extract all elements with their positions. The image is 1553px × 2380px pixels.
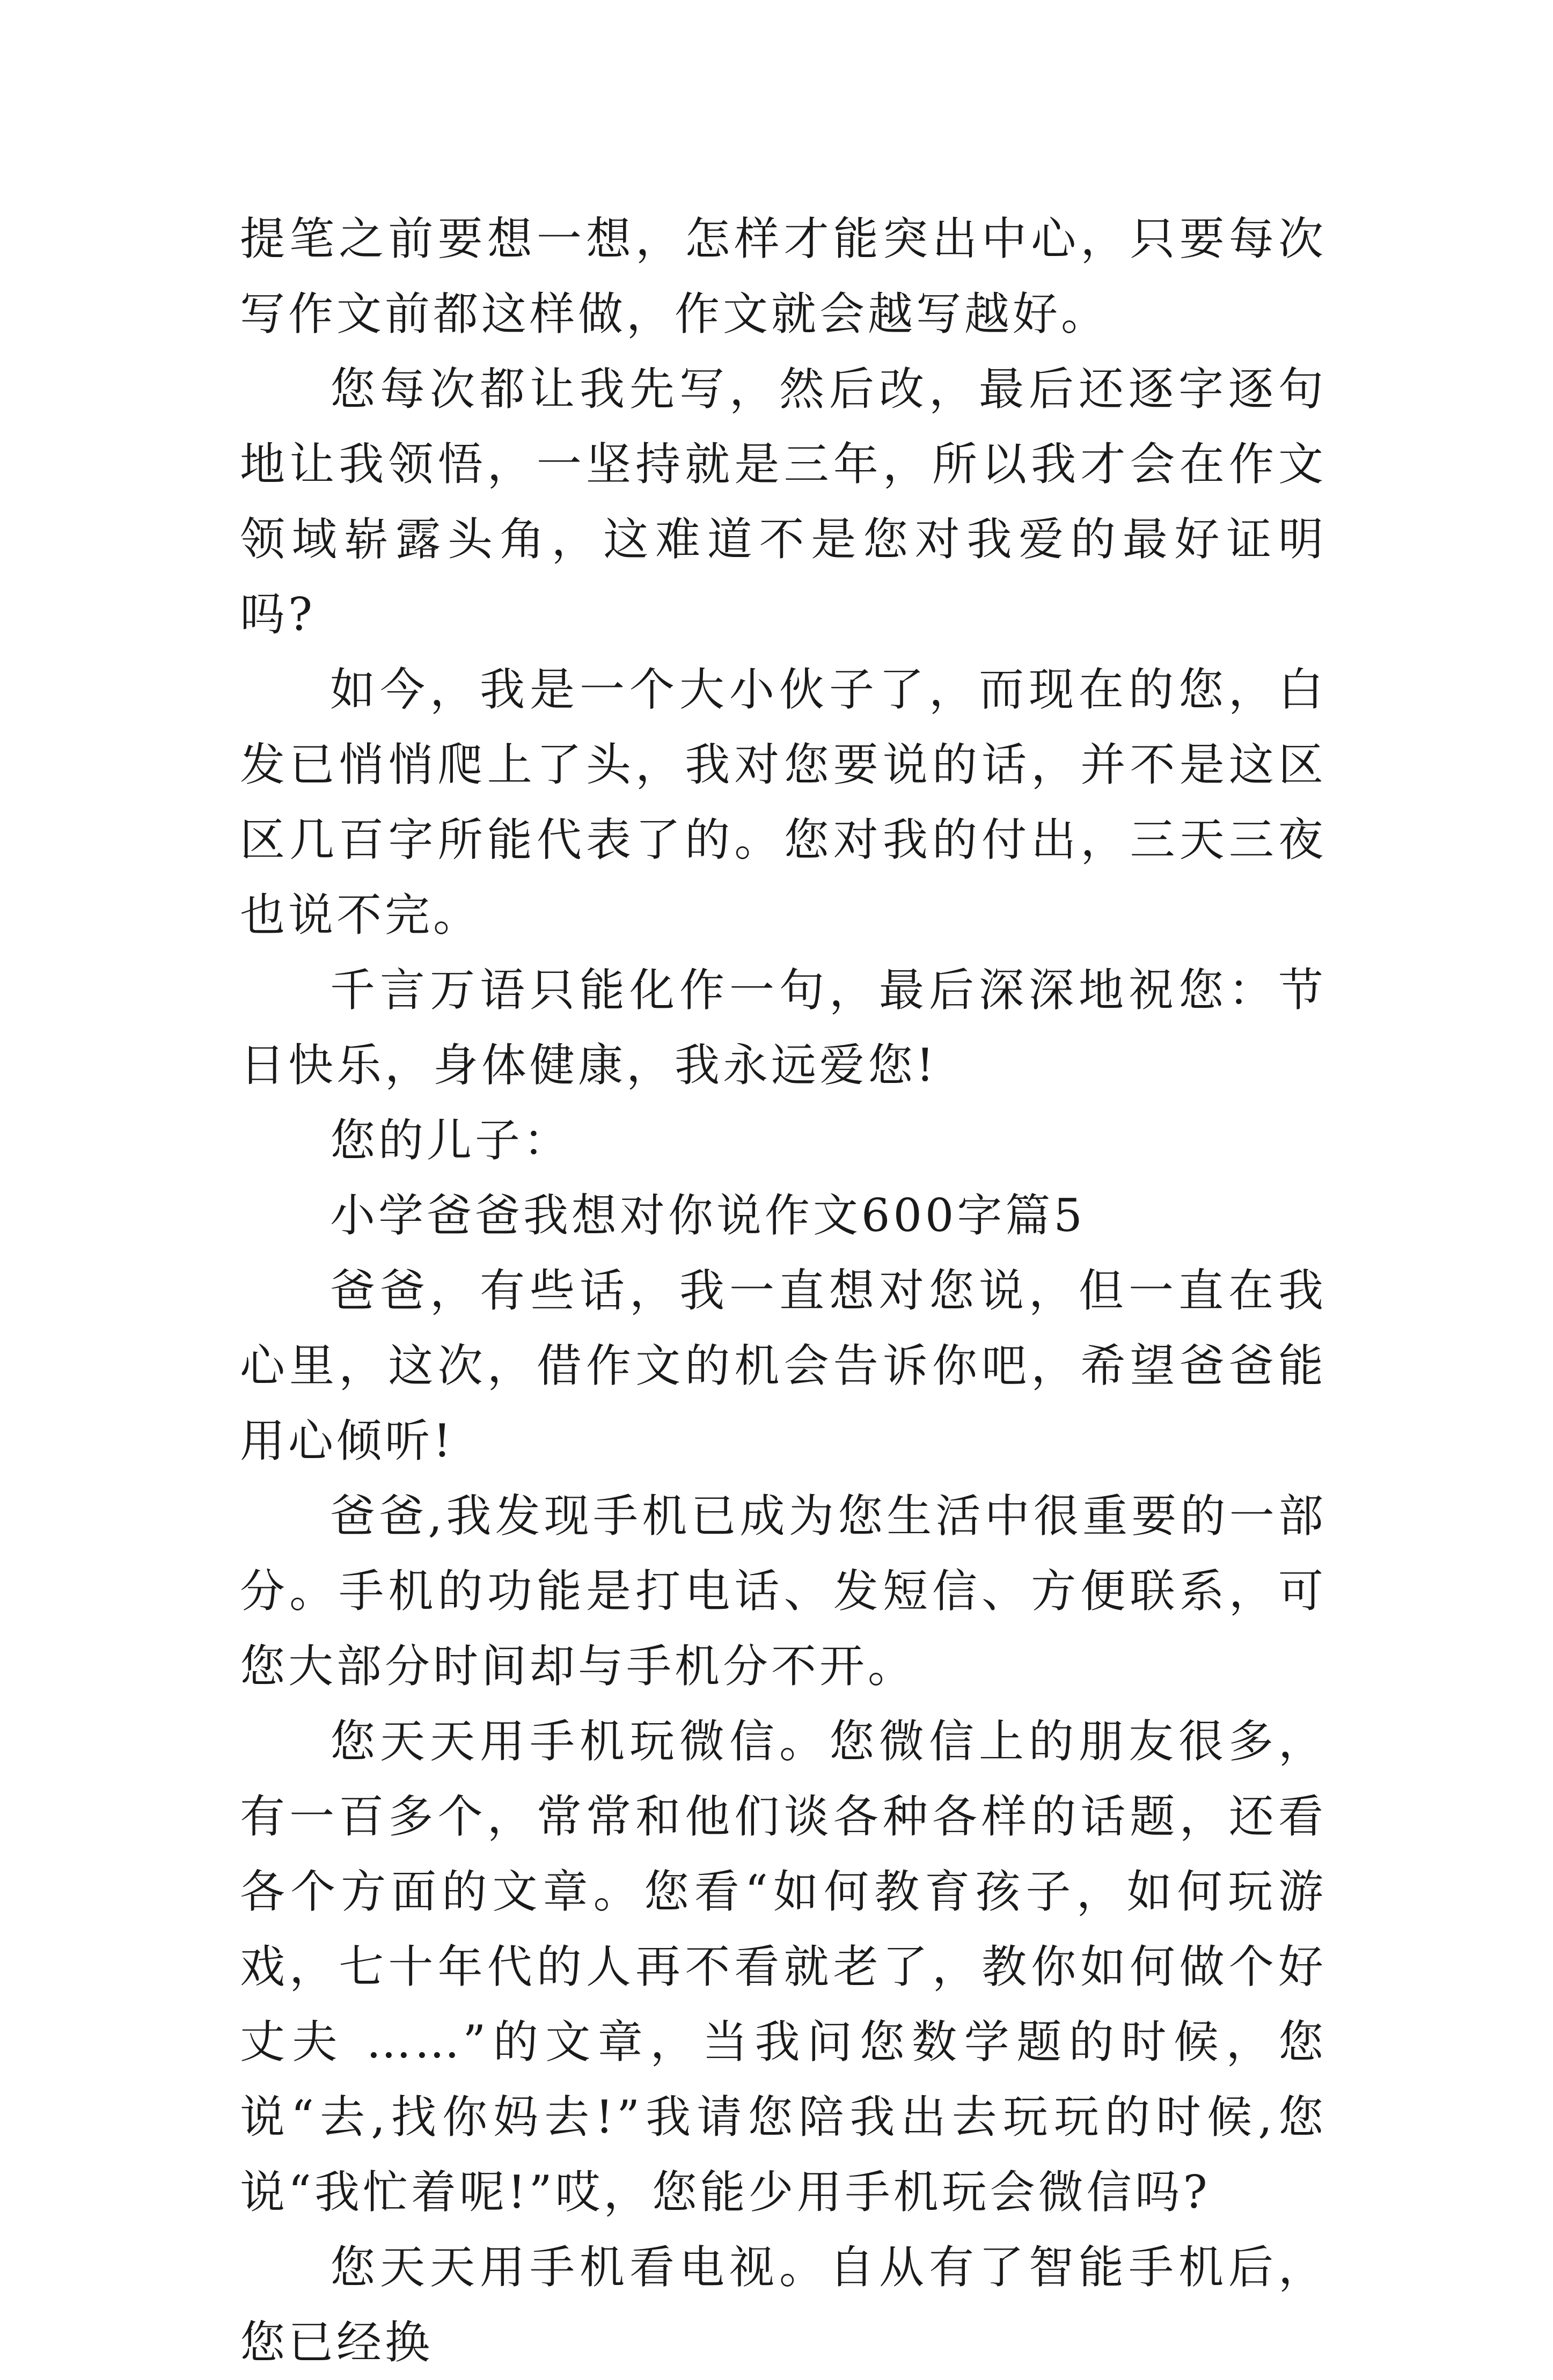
section-heading: 小学爸爸我想对你说作文600字篇5 xyxy=(330,1189,1086,1242)
signature-line: 您的儿子： xyxy=(330,1114,572,1167)
paragraph: 提笔之前要想一想，怎样才能突出中心，只要每次写作文前都这样做，作文就会越写越好。 xyxy=(240,213,1327,340)
paragraph: 您每次都让我先写，然后改，最后还逐字逐句地让我领悟，一坚持就是三年，所以我才会在作文领域崭露头角，这难道不是您对我爱的最好证明吗? xyxy=(240,363,1327,641)
paragraph: 您天天用手机看电视。自从有了智能手机后，您已经换 xyxy=(240,2241,1327,2369)
paragraph: 爸爸,我发现手机已成为您生活中很重要的一部分。手机的功能是打电话、发短信、方便联系，可您大部分时间却与手机分不开。 xyxy=(240,1490,1327,1693)
paragraph: 爸爸，有些话，我一直想对您说，但一直在我心里，这次，借作文的机会告诉你吧，希望爸爸能用心倾听! xyxy=(240,1264,1327,1467)
paragraph: 您天天用手机玩微信。您微信上的朋友很多，有一百多个，常常和他们谈各种各样的话题，还看各个方面的文章。您看“如何教育孩子，如何玩游戏，七十年代的人再不看就老了，教你如何做个好丈夫 ……”的文章，当我问您数学题的时候，您说“去,找你妈去!”我请您陪我出去玩玩的时候,您说“我忙着呢!”哎，您能少用手机玩会微信吗? xyxy=(240,1715,1327,2218)
paragraph: 千言万语只能化作一句，最后深深地祝您：节日快乐，身体健康，我永远爱您! xyxy=(240,964,1327,1092)
paragraph: 如今，我是一个大小伙子了，而现在的您，白发已悄悄爬上了头，我对您要说的话，并不是这区区几百字所能代表了的。您对我的付出，三天三夜也说不完。 xyxy=(240,663,1327,941)
body-text xyxy=(240,201,1327,2380)
